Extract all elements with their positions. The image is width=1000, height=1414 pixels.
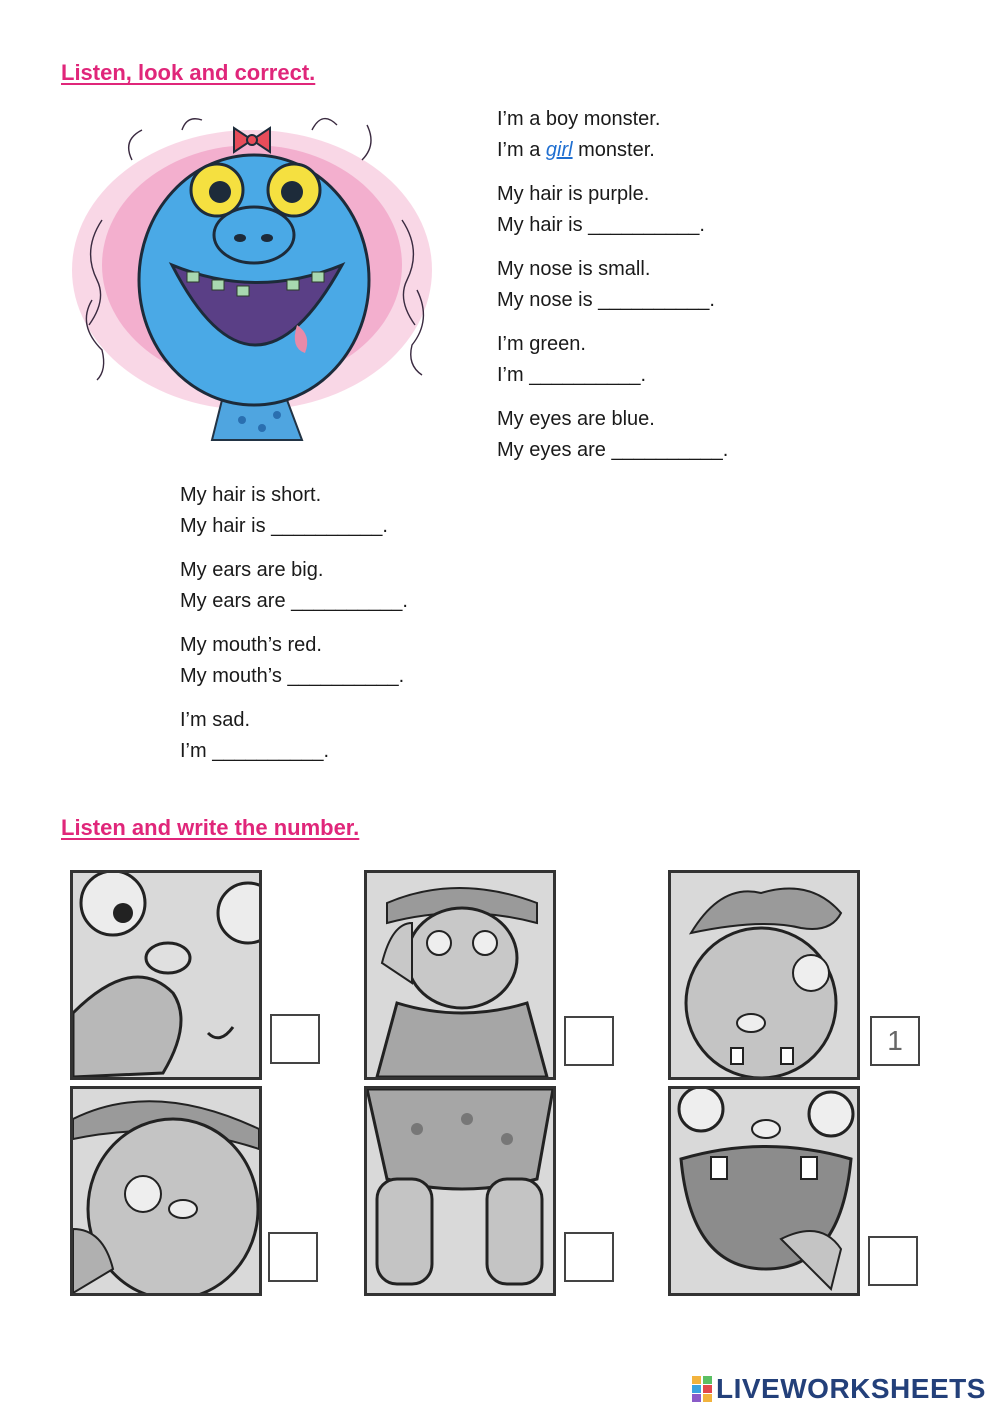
- sentence-pair: [497, 329, 728, 391]
- monster-picture-eyes: [70, 1086, 262, 1296]
- statement: My ears are big.: [180, 559, 324, 581]
- correction-blank[interactable]: I’m __________.: [497, 364, 647, 386]
- monster-picture-legs: [364, 1086, 556, 1296]
- section-heading-number: Listen and write the number.: [61, 815, 360, 840]
- monster-picture-ears: [364, 870, 556, 1080]
- correction-blank[interactable]: I’m __________.: [180, 740, 330, 762]
- correction-blank[interactable]: My nose is __________.: [497, 289, 715, 311]
- left-sentence-column: [180, 480, 408, 780]
- liveworksheets-logo-icon: [692, 1376, 712, 1402]
- sentence-pair: [180, 705, 408, 767]
- number-box[interactable]: [868, 1236, 918, 1286]
- statement: I’m a boy monster.: [497, 108, 661, 130]
- statement: My hair is purple.: [497, 183, 650, 205]
- section-heading-correct: Listen, look and correct.: [61, 60, 316, 85]
- monster-picture-hair: [668, 870, 860, 1080]
- sentence-pair: [497, 104, 728, 166]
- sentence-pair: [497, 254, 728, 316]
- statement: I’m green.: [497, 333, 586, 355]
- statement: I’m sad.: [180, 709, 251, 731]
- monster-girl-illustration: [62, 100, 447, 462]
- sentence-pair: [497, 179, 728, 241]
- statement: My mouth’s red.: [180, 634, 322, 656]
- number-box[interactable]: [564, 1232, 614, 1282]
- number-box[interactable]: [270, 1014, 320, 1064]
- number-box[interactable]: 1: [870, 1016, 920, 1066]
- sentence-pair: [497, 404, 728, 466]
- logo-text: LIVEWORKSHEETS: [716, 1373, 986, 1404]
- correction-blank[interactable]: My mouth’s __________.: [180, 665, 405, 687]
- monster-picture-mouth: [668, 1086, 860, 1296]
- correction-blank[interactable]: My hair is __________.: [497, 214, 705, 236]
- number-box[interactable]: [564, 1016, 614, 1066]
- sentence-pair: [180, 480, 408, 542]
- correction-blank[interactable]: My ears are __________.: [180, 590, 408, 612]
- correction: I’m a girl monster.: [497, 139, 655, 161]
- statement: My hair is short.: [180, 484, 322, 506]
- correction-blank[interactable]: My eyes are __________.: [497, 439, 729, 461]
- statement: My nose is small.: [497, 258, 651, 280]
- liveworksheets-logo: [692, 1373, 986, 1405]
- number-box[interactable]: [268, 1232, 318, 1282]
- answer-text[interactable]: girl: [545, 139, 573, 161]
- sentence-pair: [180, 630, 408, 692]
- sentence-pair: [180, 555, 408, 617]
- monster-picture-nose: [70, 870, 262, 1080]
- statement: My eyes are blue.: [497, 408, 655, 430]
- right-sentence-column: [497, 104, 728, 479]
- correction-blank[interactable]: My hair is __________.: [180, 515, 388, 537]
